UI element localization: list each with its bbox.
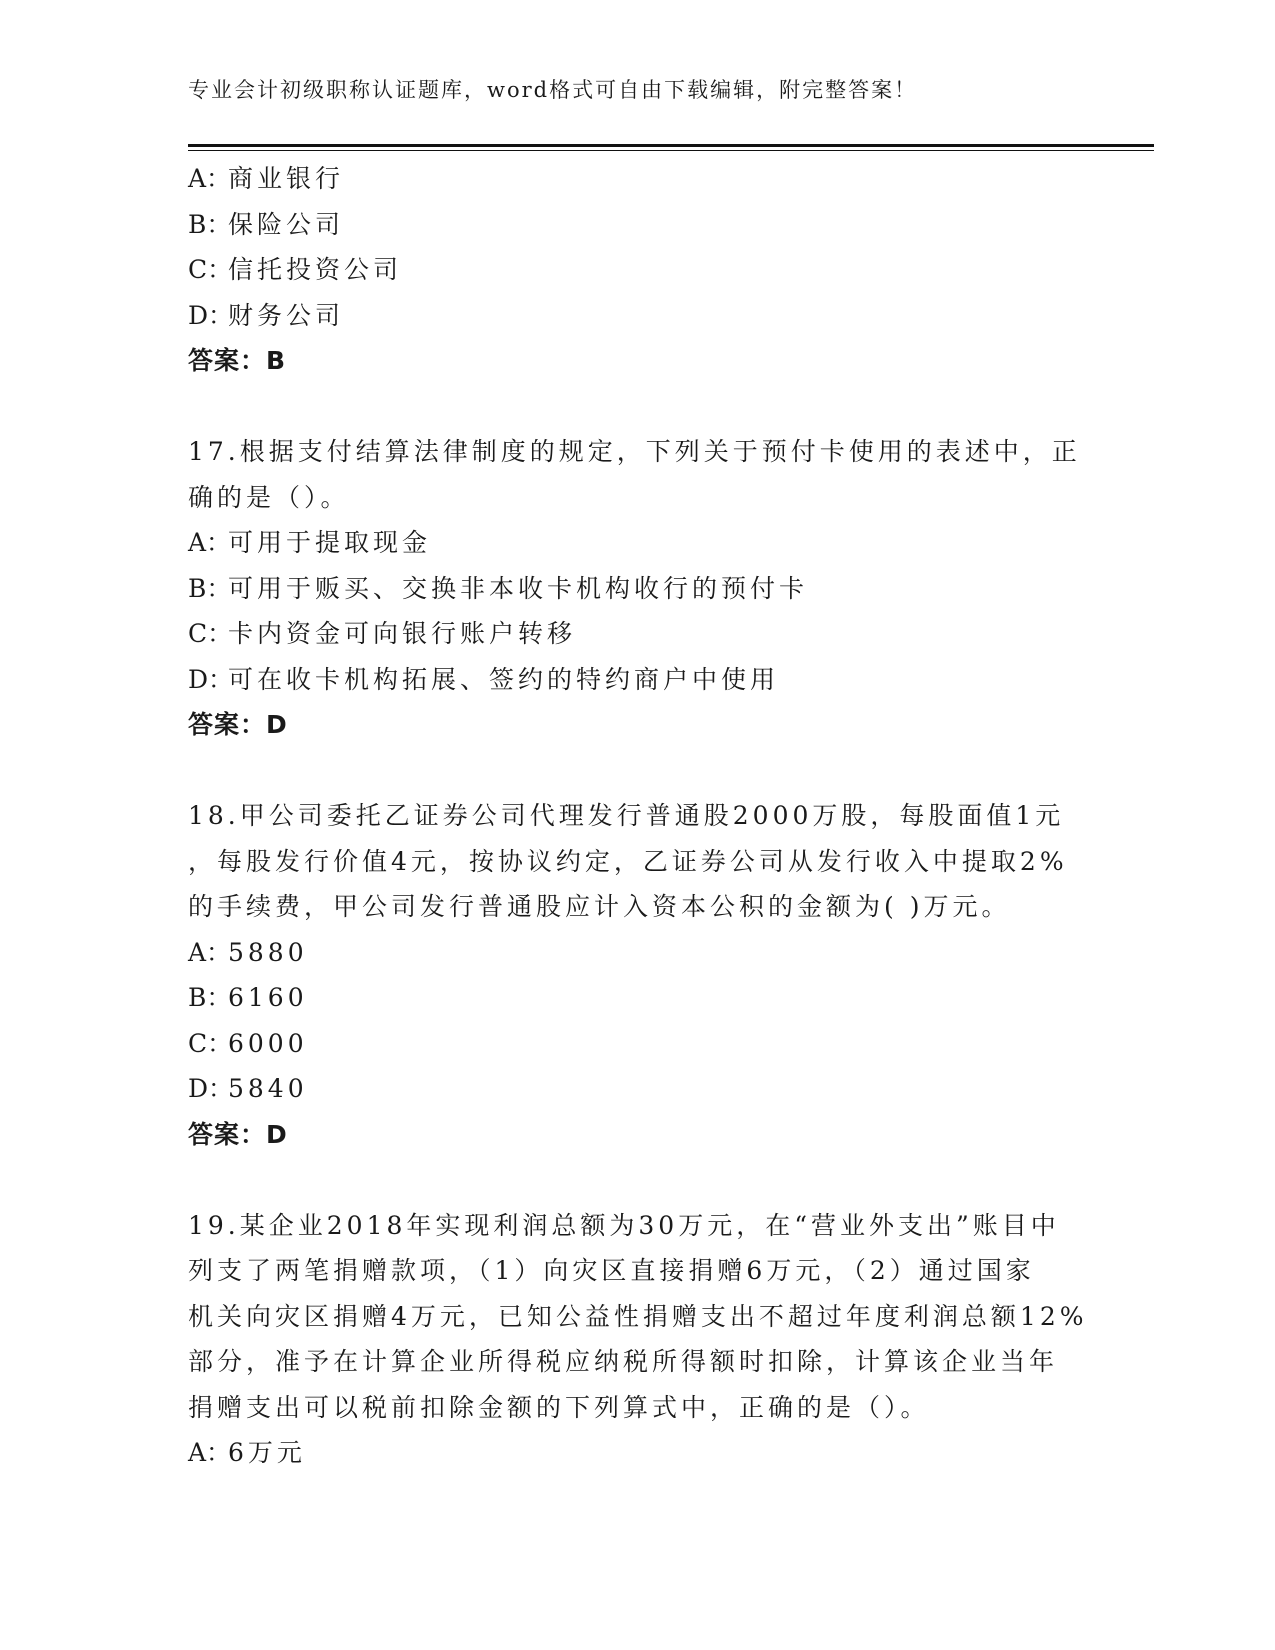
question-text: 捐赠支出可以税前扣除金额的下列算式中，正确的是（）。	[188, 1392, 930, 1422]
question-text: 17.根据支付结算法律制度的规定，下列关于预付卡使用的表述中，正	[188, 437, 1081, 466]
option-a: A：5880	[188, 937, 308, 967]
option-a: A：商业银行	[188, 164, 345, 193]
header-rule-thick	[188, 144, 1154, 147]
question-19	[188, 1203, 1088, 1476]
option-d: D：5840	[188, 1074, 308, 1103]
option-d: D：财务公司	[188, 300, 345, 330]
question-text: 机关向灾区捐赠4万元，已知公益性捐赠支出不超过年度利润总额12%	[188, 1301, 1088, 1331]
option-c: C：卡内资金可向银行账户转移	[188, 619, 577, 648]
answer: 答案：B	[188, 346, 287, 375]
question-text: 列支了两笔捐赠款项，（1）向灾区直接捐赠6万元，（2）通过国家	[188, 1256, 1035, 1285]
option-a: A：可用于提取现金	[188, 528, 432, 557]
question-17	[188, 429, 1088, 748]
answer: 答案：D	[188, 710, 288, 739]
option-a: A：6万元	[188, 1438, 306, 1467]
option-b: B：6160	[188, 983, 308, 1012]
question-content	[188, 156, 1088, 1476]
question-text: 19.某企业2018年实现利润总额为30万元，在“营业外支出”账目中	[188, 1210, 1060, 1240]
option-b: B：保险公司	[188, 209, 345, 239]
option-d: D：可在收卡机构拓展、签约的特约商户中使用	[188, 664, 780, 694]
answer: 答案：D	[188, 1119, 288, 1149]
option-c: C：信托投资公司	[188, 255, 403, 284]
question-text: 部分，准予在计算企业所得税应纳税所得额时扣除，计算该企业当年	[188, 1347, 1059, 1376]
question-text: 18.甲公司委托乙证券公司代理发行普通股2000万股，每股面值1元	[188, 801, 1065, 830]
option-c: C：6000	[188, 1028, 308, 1058]
header-rule-thin	[188, 150, 1154, 151]
question-text: 确的是（）。	[188, 482, 350, 512]
option-b: B：可用于贩买、交换非本收卡机构收行的预付卡	[188, 573, 809, 603]
question-text: ，每股发行价值4元，按协议约定，乙证券公司从发行收入中提取2%	[188, 846, 1068, 876]
question-text: 的手续费，甲公司发行普通股应计入资本公积的金额为( )万元。	[188, 892, 1011, 921]
question-16	[188, 156, 1088, 384]
page-header: 专业会计初级职称认证题库，word格式可自由下载编辑，附完整答案！	[188, 78, 918, 102]
question-18	[188, 793, 1088, 1157]
